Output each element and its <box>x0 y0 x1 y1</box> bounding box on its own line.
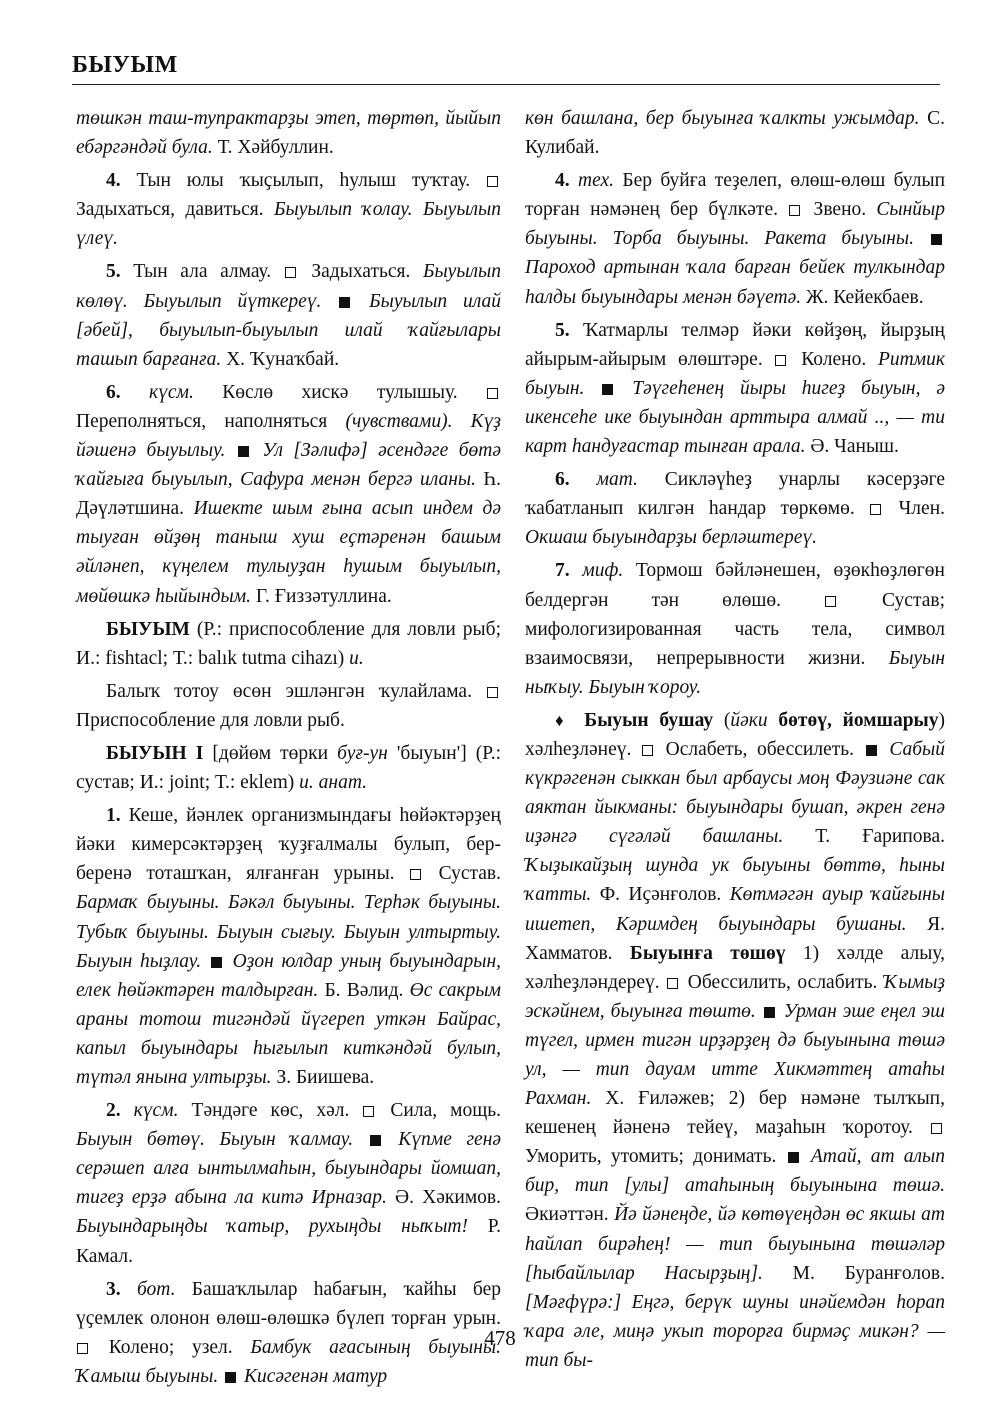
open-square-icon <box>487 388 498 399</box>
page-number: 478 <box>484 1326 516 1350</box>
header-rule <box>72 84 940 85</box>
filled-square-icon <box>764 1007 775 1018</box>
filled-square-icon <box>788 1152 799 1163</box>
open-square-icon <box>642 745 653 756</box>
open-square-icon <box>667 978 678 989</box>
filled-square-icon <box>370 1135 381 1146</box>
entry-paragraph: 6. күсм. Көслө хискә тулышыу. Переполняться, наполняться (чувствами). Күҙ йәшенә быуылыу. Ул [Зәлифә] әсендәге бөтә ҡайғыға быуылып, Сафура менән бергә иланы. Һ. Дәүләтшина. Ишекте шым ғына асып индем дә тыуған өйҙөң таныш хуш еҫтәренән башым әйләнеп, күңелем тулыуҙан һушым быуылып, мөйөшкә һыйындым. Г. Ғиззәтуллина. <box>76 381 502 607</box>
idiom-entry: ♦ Быуын бушау (йәки бөтөү, йомшарыу) хәлһеҙләнеү. Ослабеть, обессилеть. Сабый күкрәгенән сыккан был арбаусы моң Фәузиәне сак аяктан йыкманы: быуындары бушап, әкрен генә иҙәнгә сүгәләй башланы. Т. Ғарипова. Ҡыҙыкайҙың шунда ук быуыны бөттө, һыны ҡатты. Ф. Иҫәнғолов. Көтмәгән ауыр ҡайғыны ишетеп, Кәримдең быуындары бушаны. Я. Хамматов. Быуынға төшөү 1) хәлде алыу, хәлһеҙләндереү. Обессилить, ослабить. Ҡымыҙ эскәйнем, быуынға төштө. Урман эше еңел эш түгел, ирмен тигән ирҙәрҙең дә быуынына төшә ул, — тип дауам итте Хикмәттең атаһы Рахман. Х. Ғиләжев; 2) бер нәмәне тылҡып, кешенең йәненә тейеү, маҙаһын ҡоротоу. Уморить, утомить; донимать. Атай, ат алып бир, тип [улы] атаһының быуынына төшә. Әкиәттән. Йә йәнеңде, йә көтөүеңдән өс якшы ат һайлап бирәһең! — тип быуынына төшәләр [һыбайлылар Насырҙың]. М. Буранғолов. [Мәғфүрә:] Еңгә, берүк шуны инәйемдән һорап ҡара әле, миңә укып торорға бирмәҫ микән? — тип бы- <box>525 709 946 1371</box>
filled-square-icon <box>225 1372 236 1383</box>
entry-paragraph: 6. мат. Сикләүһеҙ унарлы кәсерҙәге ҡабатланып килгән һандар төркөмө. Член. Окшаш быуындарҙы берләштереү. <box>525 469 946 549</box>
open-square-icon <box>410 869 421 880</box>
entry-paragraph: 4. тех. Бер буйға теҙелеп, өлөш-өлөш булып торған нәмәнең бер бүлкәте. Звено. Сынйыр быуыны. Торба быуыны. Ракета быуыны. Пароход артынан ҡала барған бейек тулкындар һалды быуындары менән бәүетә. Ж. Кейекбаев. <box>525 170 946 308</box>
entry-paragraph: 7. миф. Тормош бәйләнешен, өҙөкһөҙлөгөн белдергән тән өлөшө. Сустав; мифологизированная часть тела, символ взаимосвязи, непрерывности жизни. Быуын ныҡыу. Быуын ҡороу. <box>525 560 946 698</box>
headword-entry: БЫУЫН I [дөйөм төрки буғ-ун 'быуын'] (Р.: сустав; И.: joint; Т.: eklem) и. анат. <box>76 742 501 794</box>
open-square-icon <box>285 267 296 278</box>
entry-paragraph: 1. Кеше, йәнлек организмындағы һөйәктәрҙең йәки кимерсәктәрҙең ҡуҙғалмалы булып, бер-беренә тоташҡан, ялғанған урыны. Сустав. Бармаҡ быуыны. Бәкәл быуыны. Терһәк быуыны. Тубыҡ быуыны. Быуын сығыу. Быуын ултыртыу. Быуын һыҙлау. Оҙон юлдар уның быуындарын, елек һөйәктәрен талдырған. Б. Вәлид. Өс сакрым араны тотош тигәндәй йүгереп уткән Байрас, капыл быуындары һығылып киткәндәй булып, түтәл янына ултырҙы. З. Биишева. <box>76 805 502 1088</box>
open-square-icon <box>487 687 498 698</box>
open-square-icon <box>487 176 498 187</box>
open-square-icon <box>789 205 800 216</box>
entry-paragraph: 4. Тын юлы ҡыҫылып, һулыш туҡтау. Задыхаться, давиться. Быуылып ҡолау. Быуылып үлеү. <box>76 170 501 250</box>
left-column <box>76 104 501 1395</box>
entry-paragraph: 3. бот. Башаҡлылар һабағын, ҡайһы бер үҫемлек олонон өлөш-өлөшкә бүлеп торған урын. Колено; узел. Бамбук ағасының быуыны. Ҡамыш быуыны. Кисәгенән матур <box>76 1278 501 1387</box>
filled-square-icon <box>339 297 350 308</box>
filled-square-icon <box>238 446 249 457</box>
entry-paragraph: 2. күсм. Тәндәге көс, хәл. Сила, мощь. Быуын бөтөү. Быуын ҡалмау. Күпме генә серәшеп алға ынтылмаһын, быуындары йомшап, тигеҙ ерҙә абына ла китә Ирназар. Ә. Хәкимов. Быуындарыңды ҡатыр, рухыңды ныҡыт! Р. Камал. <box>76 1100 502 1267</box>
open-square-icon <box>363 1106 374 1117</box>
filled-square-icon <box>602 384 613 395</box>
headword-entry: БЫУЫМ (Р.: приспособление для ловли рыб; И.: fishtacl; Т.: balık tutma cihazı) и. <box>76 618 501 669</box>
open-square-icon <box>825 596 836 607</box>
filled-square-icon <box>866 745 877 756</box>
filled-square-icon <box>931 234 942 245</box>
entry-paragraph: 5. Тын ала алмау. Задыхаться. Быуылып көлөү. Быуылып йүткереү. Быуылып илай [әбей], быуылып-быуылып илай ҡайғылары ташып барғанға. Х. Ҡунаҡбай. <box>76 261 502 370</box>
filled-square-icon <box>211 957 222 968</box>
open-square-icon <box>775 355 786 366</box>
entry-paragraph: төшкән таш-тупрактарҙы этеп, төртөп, йыйып ебәргәндәй була. Т. Хәйбуллин. <box>76 108 501 159</box>
right-column <box>525 104 945 1379</box>
entry-paragraph: Балыҡ тотоу өсөн эшләнгән ҡулайлама. Приспособление для ловли рыб. <box>76 677 501 735</box>
open-square-icon <box>870 504 881 515</box>
entry-paragraph: көн башлана, бер быуынға ҡалкты ужымдар. С. Кулибай. <box>525 108 945 159</box>
diamond-icon: ♦ <box>555 710 570 730</box>
open-square-icon <box>931 1123 942 1134</box>
running-head: БЫУЫМ <box>72 52 178 78</box>
entry-paragraph: 5. Ҡатмарлы телмәр йәки көйҙөң, йырҙың айырым-айырым өлөштәре. Колено. Ритмик быуын. Тәүгеһенең йыры һигеҙ быуын, ә икенсеһе ике быуындан арттыра алмай .., — ти карт һандуғастар тынған арала. Ә. Чаныш. <box>525 319 946 458</box>
